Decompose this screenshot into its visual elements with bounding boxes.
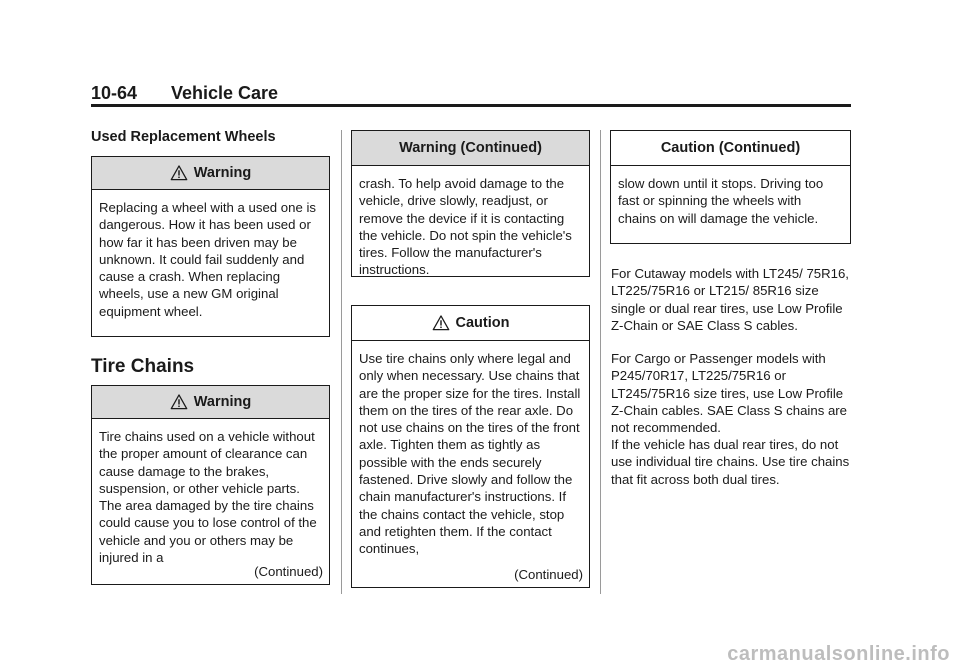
warning-icon: [170, 393, 188, 411]
caution-icon: [432, 314, 450, 332]
caution-text: Use tire chains only where legal and only when necessary. Use chains that are the proper size for the tires. Install them on the tires of the rear axle. Do not use chains on the tires of the front axle. Tighten them as tightly as possible with the ends securely fastened. Drive slowly and follow the chain manufacturer's instructions. If the chains contact the vehicle, stop and retighten them. If the contact continues,: [359, 351, 581, 557]
caution-continued-title: Caution (Continued): [660, 140, 801, 156]
warning-continued-text: crash. To help avoid damage to the vehicle, drive slowly, readjust, or remove the device if it is contacting the vehicle. Do not spin the vehicle's tires. Follow the manufacturer's instructions.: [359, 176, 572, 278]
warning-title: Warning: [193, 394, 252, 410]
caution-box-tire-chains: [351, 305, 590, 588]
warning-box-tire-chains: [91, 385, 330, 585]
section-title: Vehicle Care: [171, 83, 279, 103]
watermark-text: carmanualsonline.info: [727, 643, 950, 665]
caution-continued-box: [610, 130, 851, 244]
header-rule: [91, 104, 851, 107]
warning-continued-header: [352, 131, 589, 166]
warning-icon: [170, 164, 188, 182]
subheading-used-replacement-wheels: Used Replacement Wheels: [91, 129, 276, 145]
warning-box-header: [92, 157, 329, 190]
column-divider-2: [600, 130, 601, 594]
caution-continued-text: slow down until it stops. Driving too fast or spinning the wheels with chains on will damage the vehicle.: [618, 176, 824, 226]
page-number: 10-64: [91, 83, 138, 103]
continued-label: (Continued): [254, 564, 323, 579]
caution-title: Caution: [455, 315, 510, 331]
continued-label: (Continued): [514, 567, 583, 582]
warning-title: Warning: [193, 165, 252, 181]
warning-text: Tire chains used on a vehicle without the proper amount of clearance can cause damage to the brakes, suspension, or other vehicle parts. The area damaged by the tire chains could cause you to lose control of the vehicle and you or others may be injured in a: [99, 429, 317, 566]
paragraph-dual-rear-tires: If the vehicle has dual rear tires, do not use individual tire chains. Use tire chains that fit across both dual tires.: [611, 437, 850, 487]
page-header: [91, 82, 851, 106]
column-divider-1: [341, 130, 342, 594]
warning-continued-title: Warning (Continued): [399, 140, 542, 156]
warning-text: Replacing a wheel with a used one is dangerous. How it has been used or how far it has been driven may be unknown. It could fail suddenly and cause a crash. When replacing wheels, use a new GM original equipment wheel.: [99, 200, 316, 319]
caution-continued-header: [611, 131, 850, 166]
warning-box-header: [92, 386, 329, 419]
caution-box-header: [352, 306, 589, 341]
warning-box-used-wheels: [91, 156, 330, 337]
heading-tire-chains: Tire Chains: [91, 356, 195, 377]
paragraph-cutaway-models: For Cutaway models with LT245/ 75R16, LT225/75R16 or LT215/ 85R16 size single or dual rear tires, use Low Profile Z-Chain or SAE Class S cables.: [611, 266, 849, 333]
paragraph-cargo-passenger-models: For Cargo or Passenger models with P245/70R17, LT225/75R16 or LT245/75R16 size tires, use Low Profile Z-Chain cables. SAE Class S chains are not recommended.: [611, 351, 848, 436]
warning-continued-box: [351, 130, 590, 277]
